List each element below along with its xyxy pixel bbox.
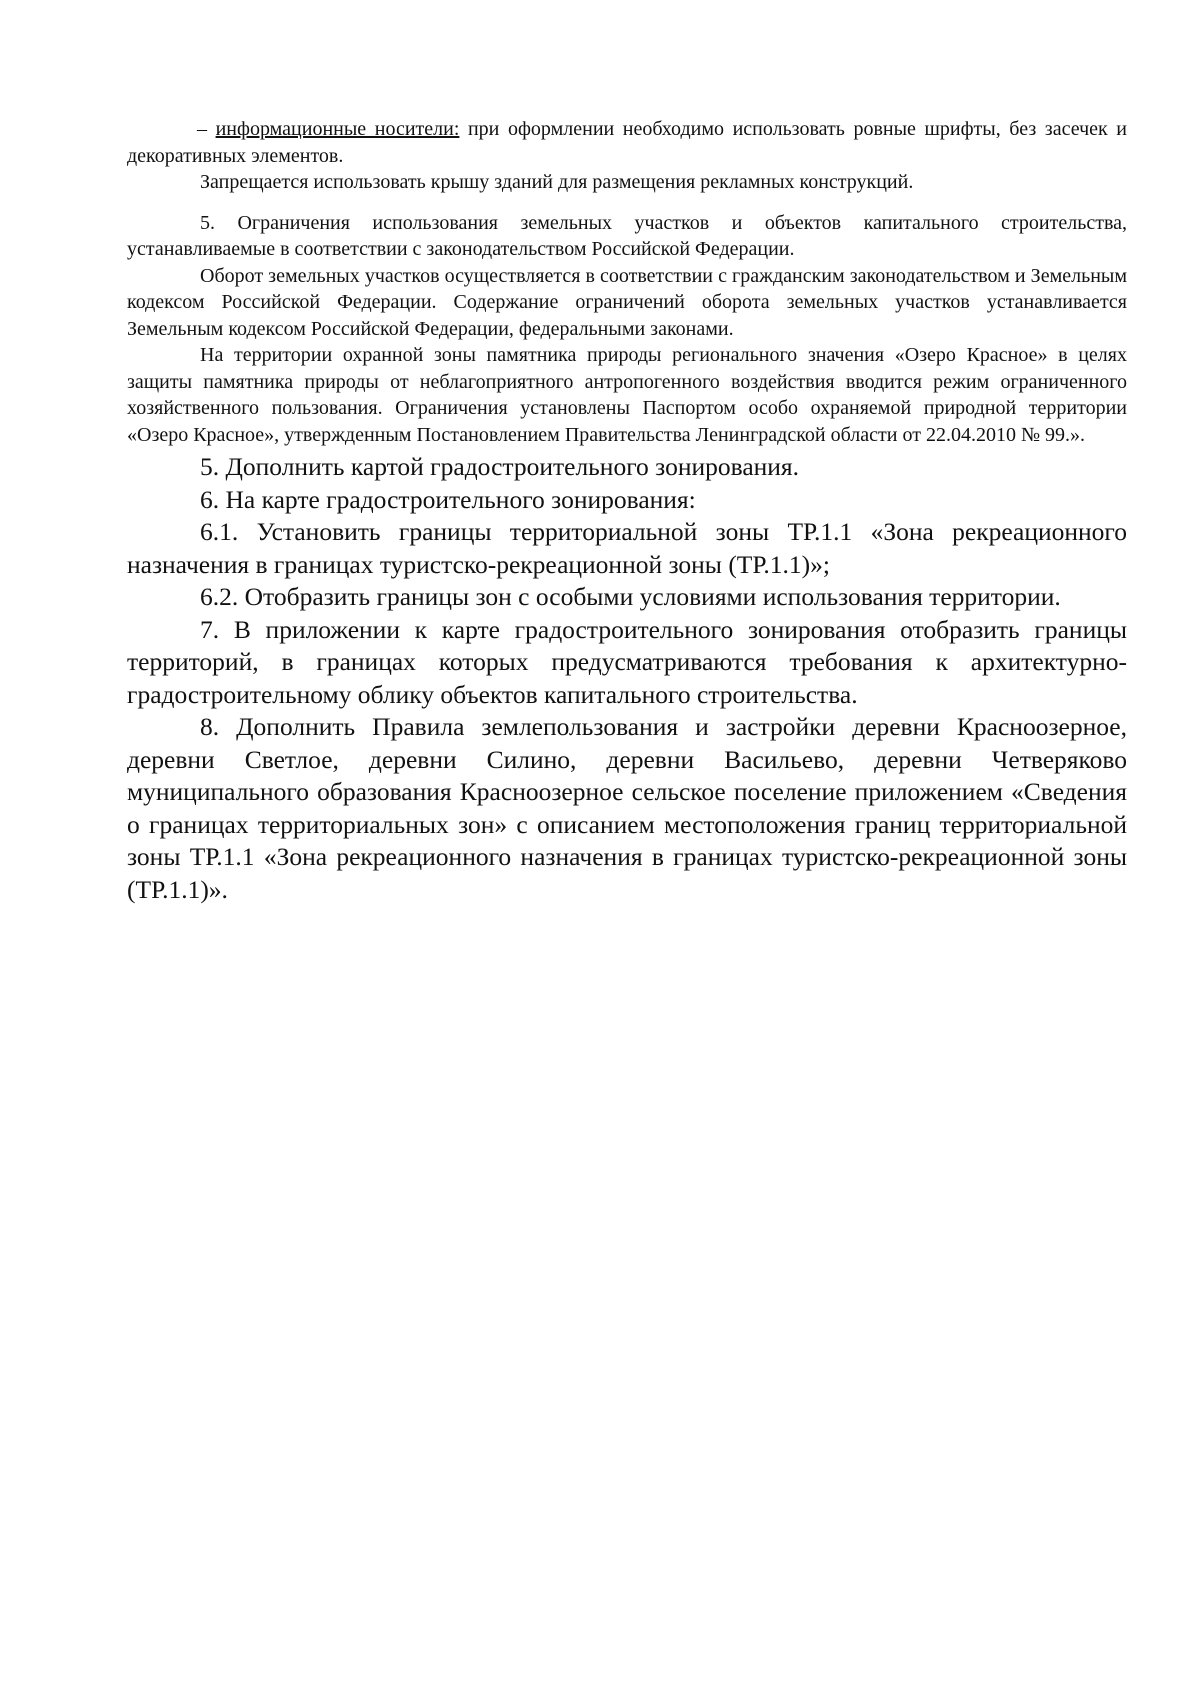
document-body xyxy=(127,116,1127,906)
dash: – xyxy=(197,118,216,140)
item-6-1: 6.1. Установить границы территориальной зоны ТР.1.1 «Зона рекреационного назначения в границах туристско-рекреационной зоны (ТР.1.1)»; xyxy=(127,517,1127,579)
item-5: 5. Дополнить картой градостроительного зонирования. xyxy=(200,452,800,481)
spacer xyxy=(127,196,1127,210)
resolution-items-block xyxy=(127,451,1127,906)
item-6-2: 6.2. Отобразить границы зон с особыми условиями использования территории. xyxy=(200,582,1061,611)
paragraph-information-carriers xyxy=(127,116,1127,169)
amendment-text-block xyxy=(127,116,1127,448)
item-6: 6. На карте градостроительного зонирования: xyxy=(200,484,696,514)
paragraph-land-turnover: Оборот земельных участков осуществляется в соответствии с гражданским законодательством и Земельным кодексом Российской Федерации. Содержание ограничений оборота земельных участков устанавливается Земельным кодексом Российской Федерации, федеральными законами. xyxy=(127,264,1127,340)
item-8: 8. Дополнить Правила землепользования и застройки деревни Красноозерное, деревни Светлое, деревни Силино, деревни Васильево, деревни Четверяково муниципального образования Красноозерное сельское поселение приложением «Сведения о границах территориальных зон» с описанием местоположения границ территориальной зоны ТР.1.1 «Зона рекреационного назначения в границах туристско-рекреационной зоны (ТР.1.1)». xyxy=(127,712,1127,904)
paragraph-roof-prohibition: Запрещается использовать крышу зданий для размещения рекламных конструкций. xyxy=(200,171,914,193)
term-information-carriers: информационные носители: xyxy=(215,118,460,140)
item-7: 7. В приложении к карте градостроительного зонирования отобразить границы территорий, в границах которых предусматриваются требования к архитектурно-градостроительному облику объектов капитального строительства. xyxy=(127,614,1127,709)
paragraph-protected-zone: На территории охранной зоны памятника природы регионального значения «Озеро Красное» в целях защиты памятника природы от неблагоприятного антропогенного воздействия вводится режим ограниченного хозяйственного пользования. Ограничения установлены Паспортом особо охраняемой природной территории «Озеро Красное», утвержденным Постановлением Правительства Ленинградской области от 22.04.2010 № 99.». xyxy=(127,344,1127,446)
paragraph-text: при оформлении необходимо использовать ровные шрифты, без засечек и декоративных элементов. xyxy=(127,118,1128,167)
paragraph-land-restrictions-heading: 5. Ограничения использования земельных участков и объектов капитального строительства, устанавливаемые в соответствии с законодательством Российской Федерации. xyxy=(127,211,1127,260)
